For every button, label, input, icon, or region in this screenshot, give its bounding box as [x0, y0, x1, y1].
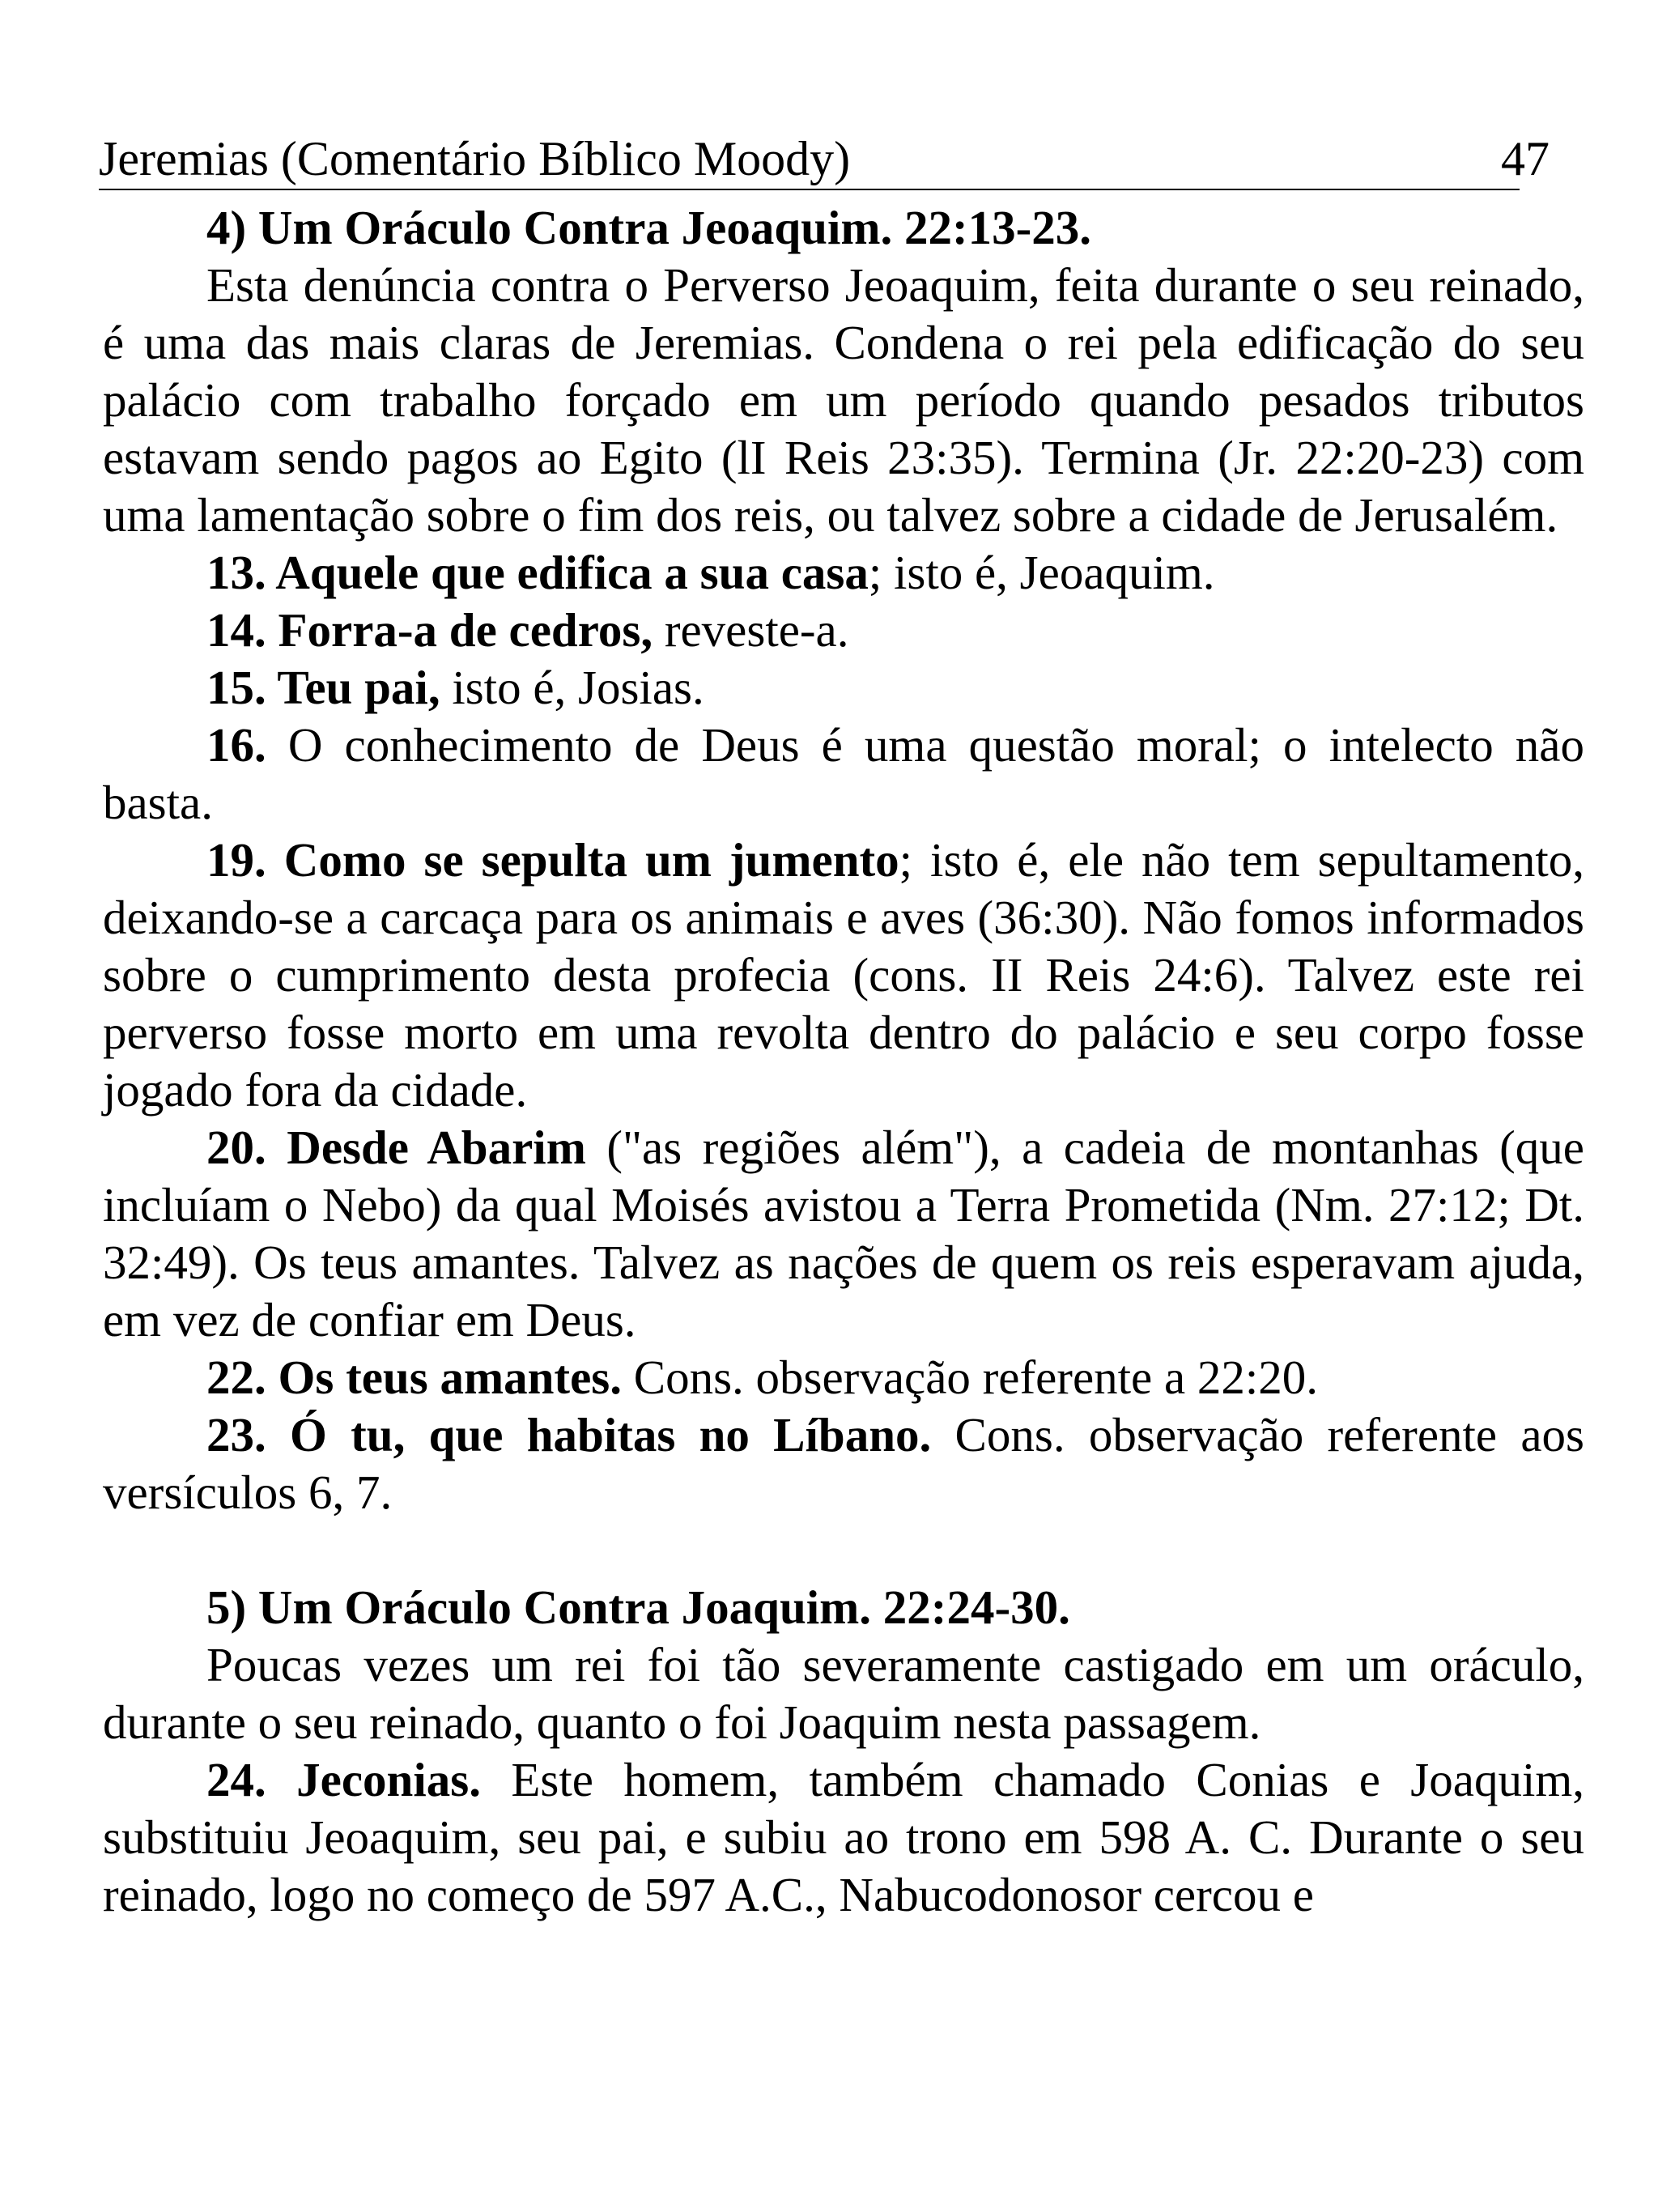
verse-commentary: reveste-a. — [653, 603, 849, 657]
verse-note — [103, 544, 1584, 602]
verse-commentary: Cons. observação referente a 22:20. — [621, 1351, 1319, 1404]
book-title: Jeremias (Comentário Bíblico Moody) — [99, 132, 851, 185]
verse-reference: 16. — [206, 718, 266, 772]
verse-note — [103, 1349, 1584, 1406]
verse-commentary: ; isto é, Jeoaquim. — [868, 546, 1215, 599]
header-rule — [99, 189, 1520, 190]
verse-note — [103, 1406, 1584, 1521]
verse-note — [103, 1751, 1584, 1924]
verse-note — [103, 659, 1584, 717]
verse-reference: 15. Teu pai, — [206, 661, 440, 714]
verse-commentary: Cons. observação referente aos versículos 6, 7. — [103, 1408, 1584, 1519]
verse-reference: 14. Forra-a de cedros, — [206, 603, 653, 657]
verse-reference: 23. Ó tu, que habitas no Líbano. — [206, 1408, 932, 1461]
verse-reference: 13. Aquele que edifica a sua casa — [206, 546, 869, 599]
verse-note — [103, 602, 1584, 659]
verse-commentary: ("as regiões além"), a cadeia de montanhas (que incluíam o Nebo) da qual Moisés avistou a Terra Prometida (Nm. 27:12; Dt. 32:49). Os teus amantes. Talvez as nações de quem os reis esperavam ajuda, em vez de confiar em Deus. — [103, 1121, 1584, 1346]
verse-note — [103, 832, 1584, 1119]
verse-reference: 22. Os teus amantes. — [206, 1351, 622, 1404]
verse-reference: 24. Jeconias. — [206, 1753, 481, 1806]
body-text — [103, 199, 1584, 1924]
section-heading: 5) Um Oráculo Contra Joaquim. 22:24-30. — [206, 1580, 1070, 1634]
running-header — [99, 131, 1550, 186]
verse-reference: 20. Desde Abarim — [206, 1121, 586, 1174]
verse-note — [103, 717, 1584, 832]
section-intro: Poucas vezes um rei foi tão severamente castigado em um oráculo, durante o seu reinado, quanto o foi Joaquim nesta passagem. — [103, 1638, 1584, 1749]
verse-commentary: Este homem, também chamado Conias e Joaquim, substituiu Jeoaquim, seu pai, e subiu ao trono em 598 A. C. Durante o seu reinado, logo no começo de 597 A.C., Nabucodonosor cercou e — [103, 1753, 1584, 1921]
verse-commentary: O conhecimento de Deus é uma questão moral; o intelecto não basta. — [103, 718, 1584, 829]
section-intro: Esta denúncia contra o Perverso Jeoaquim, feita durante o seu reinado, é uma das mais claras de Jeremias. Condena o rei pela edificação do seu palácio com trabalho forçado em um período quando pesados tributos estavam sendo pagos ao Egito (lI Reis 23:35). Termina (Jr. 22:20-23) com uma lamentação sobre o fim dos reis, ou talvez sobre a cidade de Jerusalém. — [103, 258, 1584, 542]
section-heading: 4) Um Oráculo Contra Jeoaquim. 22:13-23. — [206, 201, 1092, 254]
section-spacer — [103, 1521, 1584, 1579]
verse-commentary: ; isto é, ele não tem sepultamento, deixando-se a carcaça para os animais e aves (36:30). Não fomos informados sobre o cumprimento desta profecia (cons. II Reis 24:6). Talvez este rei perverso fosse morto em uma revolta dentro do palácio e seu corpo fosse jogado fora da cidade. — [103, 833, 1584, 1117]
verse-note — [103, 1119, 1584, 1349]
verse-commentary: isto é, Josias. — [440, 661, 704, 714]
verse-reference: 19. Como se sepulta um jumento — [206, 833, 899, 887]
page-number: 47 — [1501, 132, 1550, 185]
